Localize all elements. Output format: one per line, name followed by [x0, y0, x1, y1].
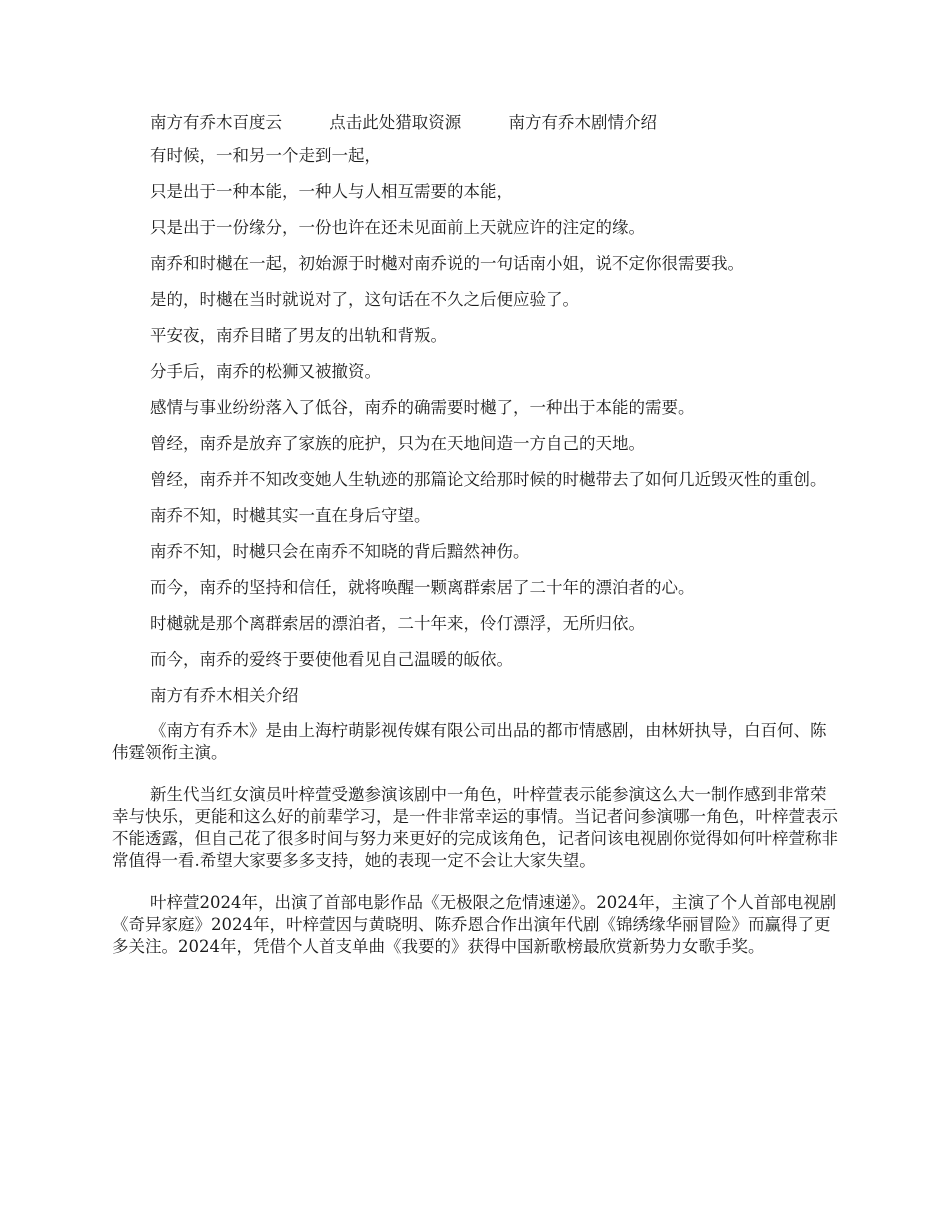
- get-resource-link[interactable]: 点击此处猎取资源: [329, 113, 462, 132]
- paragraph: 南乔和时樾在一起，初始源于时樾对南乔说的一句话南小姐，说不定你很需要我。: [150, 254, 744, 273]
- paragraph: 时樾就是那个离群索居的漂泊者，二十年来，伶仃漂浮，无所归依。: [150, 614, 645, 633]
- paragraph: 只是出于一种本能，一种人与人相互需要的本能，: [150, 182, 513, 201]
- baidu-cloud-link[interactable]: 南方有乔木百度云: [150, 113, 282, 132]
- paragraph: 曾经，南乔是放弃了家族的庇护，只为在天地间造一方自己的天地。: [150, 434, 645, 453]
- paragraph: 曾经，南乔并不知改变她人生轨迹的那篇论文给那时候的时樾带去了如何几近毁灭性的重创。: [150, 470, 827, 489]
- paragraph: 《南方有乔木》是由上海柠萌影视传媒有限公司出品的都市情感剧，由林妍执导，白百何、陈伟霆领衔主演。: [112, 721, 827, 762]
- paragraph: 是的，时樾在当时就说对了，这句话在不久之后便应验了。: [150, 290, 579, 309]
- plot-intro-link[interactable]: 南方有乔木剧情介绍: [508, 113, 657, 132]
- section-heading: 南方有乔木相关介绍: [150, 686, 299, 705]
- paragraph: 而今，南乔的坚持和信任，就将唤醒一颗离群索居了二十年的漂泊者的心。: [150, 578, 695, 597]
- paragraph: 叶梓萱2024年，出演了首部电影作品《无极限之危情速递》。2024年，主演了个人首部电视剧《奇异家庭》2024年，叶梓萱因与黄晓明、陈乔恩合作出演年代剧《锦绣缘华丽冒险》而赢得了更多关注。2024年，凭借个人首支单曲《我要的》获得中国新歌榜最欣赏新势力女歌手奖。: [112, 893, 837, 956]
- paragraph: 而今，南乔的爱终于要使他看见自己温暖的皈依。: [150, 650, 513, 669]
- resource-links: [150, 112, 840, 134]
- document-page: [112, 112, 840, 972]
- paragraph: 新生代当红女演员叶梓萱受邀参演该剧中一角色，叶梓萱表示能参演这么大一制作感到非常荣幸与快乐，更能和这么好的前辈学习，是一件非常幸运的事情。当记者问参演哪一角色，叶梓萱表示不能透露，但自己花了很多时间与努力来更好的完成该角色，记者问该电视剧你觉得如何叶梓萱称非常值得一看.希望大家要多多支持，她的表现一定不会让大家失望。: [112, 785, 838, 870]
- paragraph: 有时候，一和另一个走到一起，: [150, 146, 381, 165]
- paragraph: 南乔不知，时樾只会在南乔不知晓的背后黯然神伤。: [150, 542, 530, 561]
- paragraph: 只是出于一份缘分，一份也许在还未见面前上天就应许的注定的缘。: [150, 218, 645, 237]
- paragraph: 南乔不知，时樾其实一直在身后守望。: [150, 506, 431, 525]
- paragraph: 感情与事业纷纷落入了低谷，南乔的确需要时樾了，一种出于本能的需要。: [150, 398, 695, 417]
- paragraph: 平安夜，南乔目睹了男友的出轨和背叛。: [150, 326, 447, 345]
- paragraph: 分手后，南乔的松狮又被撤资。: [150, 362, 381, 381]
